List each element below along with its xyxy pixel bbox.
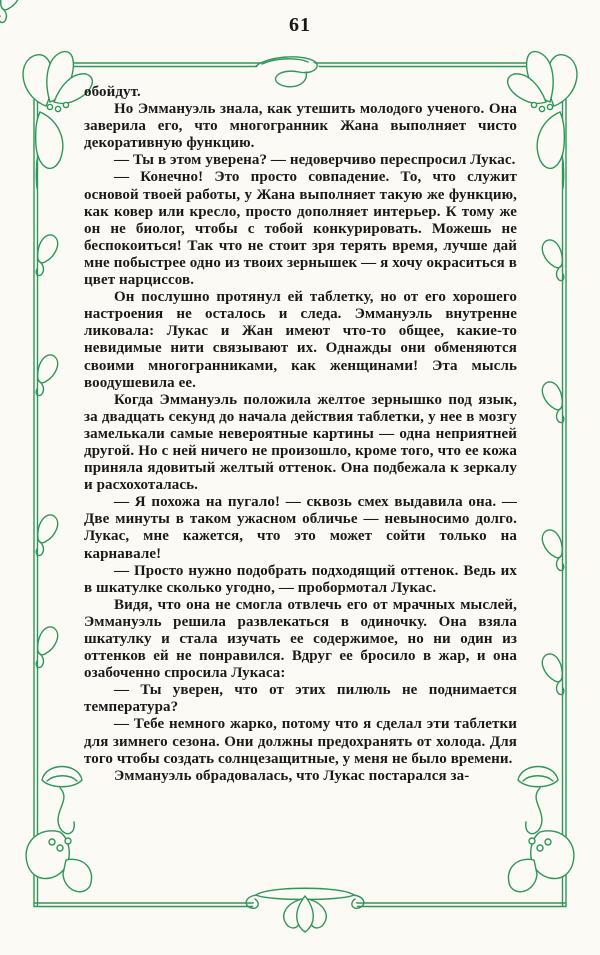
paragraph: — Просто нужно подобрать подходящий оттенок. Ведь их в шкатулке сколько угодно, — пробормотал Лукас.: [84, 562, 517, 596]
paragraph: — Я похожа на пугало! — сквозь смех выдавила она. — Две минуты в таком ужасном обличье — невыносимо долго. Лукас, мне кажется, что это может сойти только на карнавале!: [84, 494, 517, 562]
paragraph: обойдут.: [84, 84, 141, 100]
paragraph: Видя, что она не смогла отвлечь его от мрачных мыслей, Эммануэль решила развлекаться в одиночку. Она взяла шкатулку и стала изучать ее содержимое, но ни один из оттенков ей не понравился. Вдруг ее бросило в жар, и она озабоченно спросила Лукаса:: [84, 596, 517, 682]
paragraph: Эммануэль обрадовалась, что Лукас постарался за-: [114, 767, 470, 784]
left-border-leaves: [36, 235, 57, 668]
page-number: 61: [289, 14, 311, 36]
paragraph: — Тебе немного жарко, потому что я сделал эти таблетки для зимнего сезона. Они должны предохранять от холода. Для того чтобы создать солнцезащитные, у меня не было времени.: [84, 716, 517, 767]
right-border-leaves: [542, 240, 563, 695]
paragraph: Он послушно протянул ей таблетку, но от его хорошего настроения не осталось и следа. Эммануэль внутренне ликовала: Лукас и Жан имеют что-то общее, какие-то невидимые нити связывают их. Однажды они обменяются своими многогранниками, как женщинами! Эта мысль воодушевила ее.: [84, 289, 517, 391]
bottom-lotus-ornament: [246, 888, 364, 932]
paragraph: — Ты уверен, что от этих пилюль не поднимается температура?: [84, 682, 517, 716]
paragraph: — Ты в этом уверена? — недоверчиво переспросил Лукас.: [114, 152, 516, 169]
corner-flower-bottom-right: [508, 767, 573, 892]
paragraph: Но Эммануэль знала, как утешить молодого ученого. Она заверила его, что многогранник Жана выполняет чисто декоративную функцию.: [84, 101, 517, 152]
page-text: [84, 84, 517, 785]
top-knot-ornament: [256, 57, 320, 87]
paragraph: Когда Эммануэль положила желтое зернышко под язык, за двадцать секунд до начала действия таблетки, у нее в мозгу замелькали самые невероятные картины — одна неприятней другой. Но с ней ничего не произошло, кроме того, что ее кожа приняла ядовитый желтый оттенок. Она подбежала к зеркалу и расхохоталась.: [84, 391, 517, 494]
corner-flower-bottom-left: [26, 767, 91, 892]
paragraph: — Конечно! Это просто совпадение. То, что служит основой твоей работы, у Жана выполняет такую же функцию, как ковер или кресло, просто дополняет интерьер. К тому же он не биолог, чтобы с тобой конкурировать. Можешь не беспокоиться! Так что не стоит зря терять время, лучше дай мне побыстрее одно из твоих зернышек — я хочу окраситься в цвет нарциссов.: [84, 169, 517, 289]
